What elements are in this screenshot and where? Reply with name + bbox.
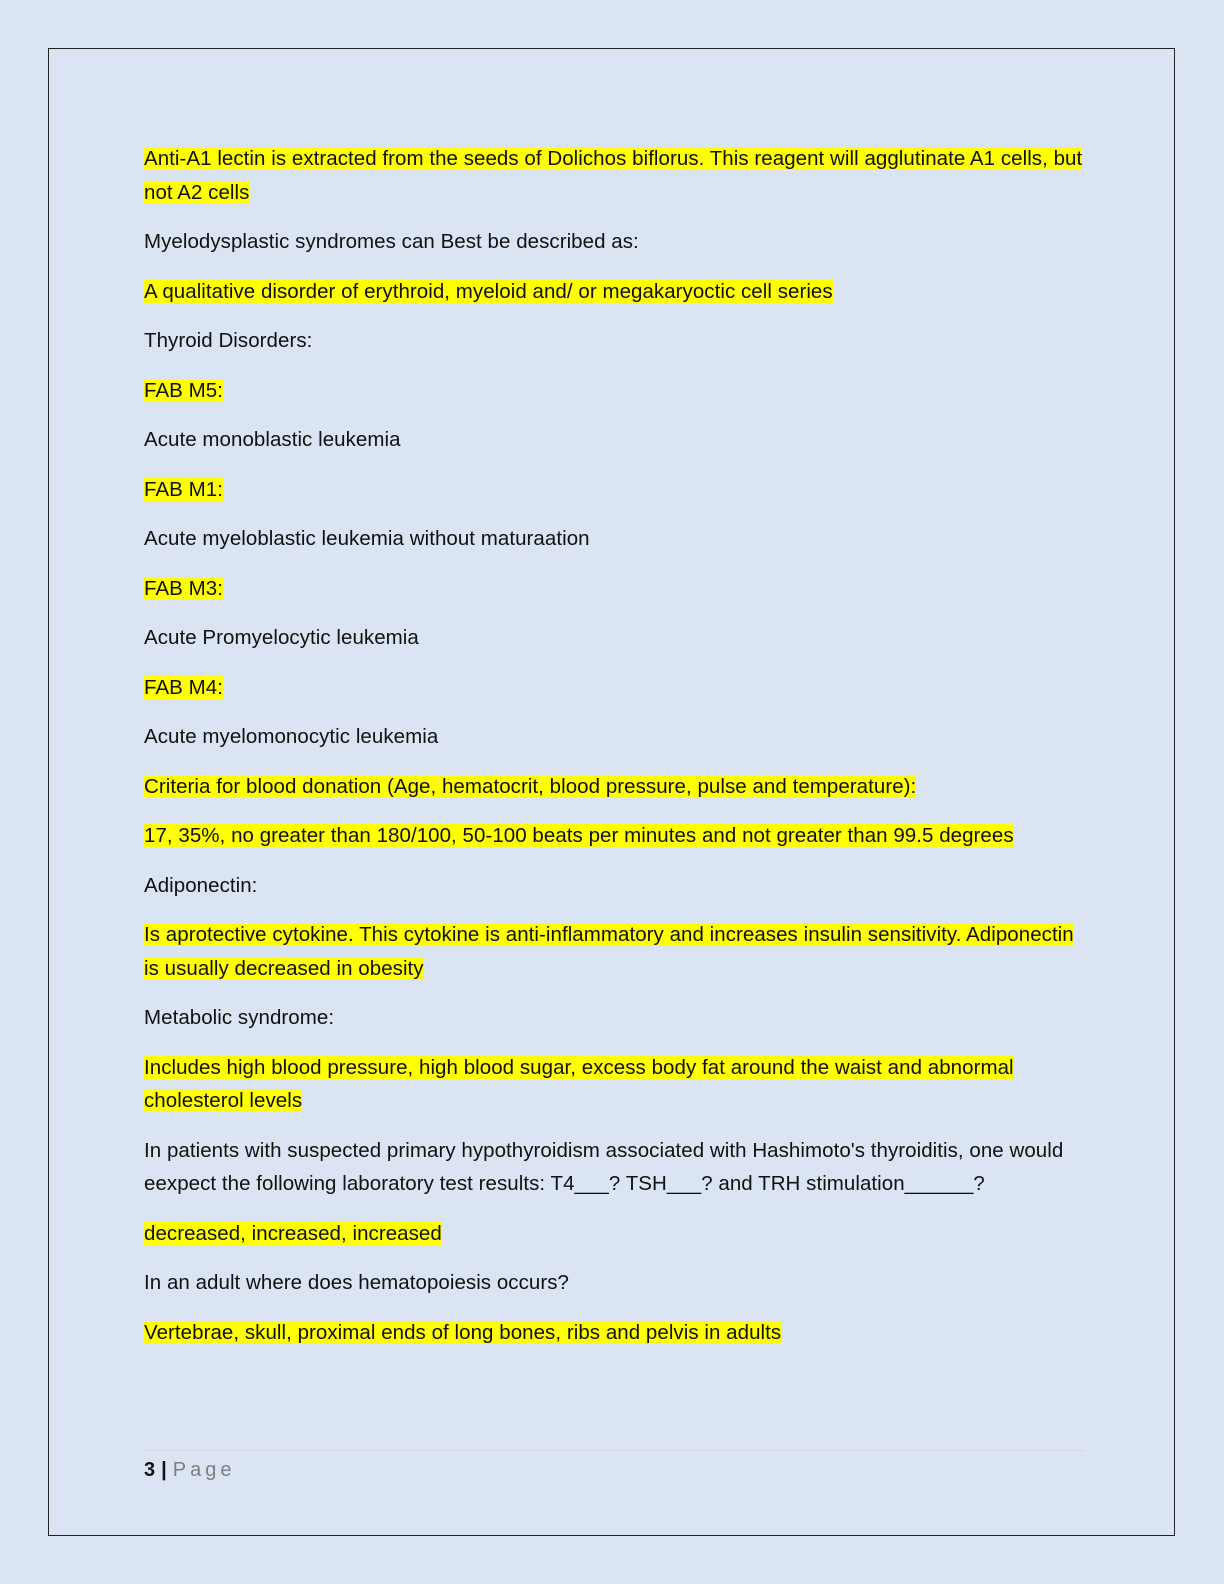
highlighted-text: FAB M1: xyxy=(144,477,223,501)
paragraph xyxy=(144,621,1084,655)
question-text: Acute myelomonocytic leukemia xyxy=(144,725,439,748)
paragraph xyxy=(144,720,1084,754)
question-text: In patients with suspected primary hypothyroidism associated with Hashimoto's thyroiditis, one would eexpect the following laboratory test results: T4___? TSH___? and TRH stimulation______? xyxy=(144,1138,1064,1195)
paragraph xyxy=(144,1217,1084,1251)
paragraph xyxy=(144,374,1084,408)
footer-separator: | xyxy=(161,1459,167,1481)
question-text: Acute Promyelocytic leukemia xyxy=(144,626,419,649)
question-text: Acute monoblastic leukemia xyxy=(144,428,401,451)
question-text: Acute myeloblastic leukemia without maturaation xyxy=(144,527,590,550)
paragraph xyxy=(144,918,1084,985)
question-text: Adiponectin: xyxy=(144,873,258,897)
paragraph xyxy=(144,142,1084,209)
paragraph xyxy=(144,869,1084,903)
paragraph xyxy=(144,324,1084,358)
highlighted-text: Is aprotective cytokine. This cytokine is anti-inflammatory and increases insulin sensitivity. Adiponectin is usually decreased in obesity xyxy=(144,923,1074,980)
page-number: 3 xyxy=(144,1459,156,1481)
highlighted-text: FAB M3: xyxy=(144,576,223,600)
page-label: Page xyxy=(172,1459,236,1481)
paragraph xyxy=(144,819,1084,853)
highlighted-text: Vertebrae, skull, proximal ends of long bones, ribs and pelvis in adults xyxy=(144,1320,782,1344)
paragraph xyxy=(144,1051,1084,1118)
highlighted-text: A qualitative disorder of erythroid, myeloid and/ or megakaryoctic cell series xyxy=(144,279,833,303)
paragraph xyxy=(144,671,1084,705)
question-text: Myelodysplastic syndromes can Best be described as: xyxy=(144,230,639,253)
paragraph xyxy=(144,473,1084,507)
question-text: Thyroid Disorders: xyxy=(144,329,313,352)
highlighted-text: FAB M5: xyxy=(144,378,223,402)
paragraph xyxy=(144,572,1084,606)
highlighted-text: Includes high blood pressure, high blood sugar, excess body fat around the waist and abnormal cholesterol levels xyxy=(144,1055,1014,1112)
paragraph xyxy=(144,1134,1084,1201)
paragraph xyxy=(144,225,1084,259)
question-text: Metabolic syndrome: xyxy=(144,1006,335,1029)
highlighted-text: Criteria for blood donation (Age, hematocrit, blood pressure, pulse and temperature): xyxy=(144,774,917,798)
paragraph xyxy=(144,275,1084,309)
question-text: In an adult where does hematopoiesis occurs? xyxy=(144,1271,569,1294)
footer-divider xyxy=(144,1450,1084,1451)
highlighted-text: Anti-A1 lectin is extracted from the seeds of Dolichos biflorus. This reagent will agglutinate A1 cells, but not A2 cells xyxy=(144,147,1083,204)
paragraph xyxy=(144,423,1084,457)
document-body xyxy=(144,142,1084,1365)
highlighted-text: FAB M4: xyxy=(144,675,223,699)
highlighted-text: decreased, increased, increased xyxy=(144,1221,442,1245)
page-footer xyxy=(144,1456,235,1484)
paragraph xyxy=(144,1316,1084,1350)
paragraph xyxy=(144,522,1084,556)
paragraph xyxy=(144,1266,1084,1300)
highlighted-text: 17, 35%, no greater than 180/100, 50-100 beats per minutes and not greater than 99.5 degrees xyxy=(144,824,1014,847)
paragraph xyxy=(144,770,1084,804)
paragraph xyxy=(144,1001,1084,1035)
